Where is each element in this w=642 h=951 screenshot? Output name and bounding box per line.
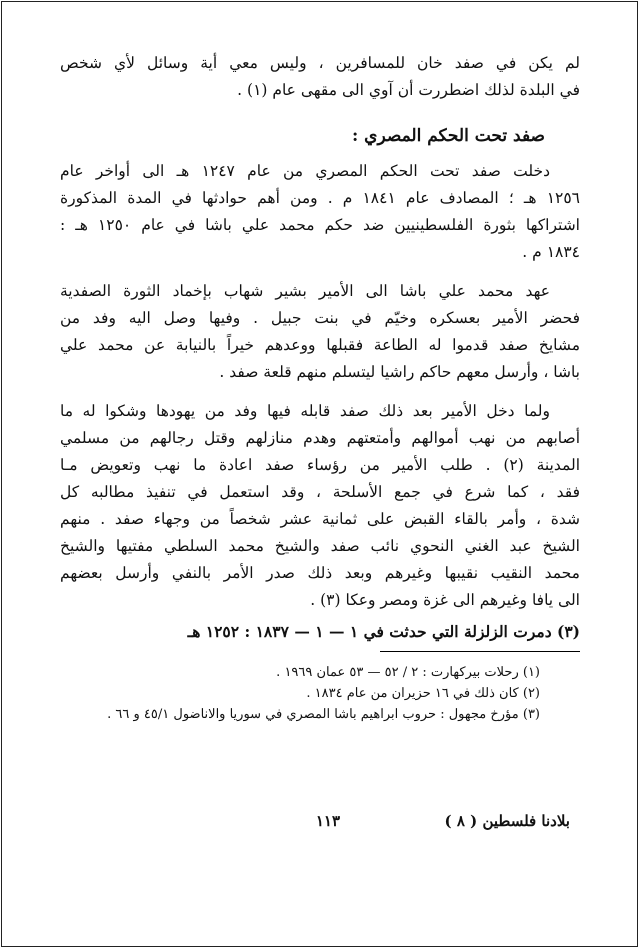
footnote-item: (٢) كان ذلك في ١٦ حزيران من عام ١٨٣٤ . <box>306 686 540 701</box>
text-line: (٣) دمرت الزلزلة التي حدثت في ١ — ١ — ١٨٣٧ : ١٢٥٢ هـ <box>187 622 580 641</box>
text-line: فقد ، كما شرع في جمع الأسلحة ، وقد استعمل في تنفيذ مطالبه كل <box>60 483 580 501</box>
page-number: ١١٣ <box>315 812 340 830</box>
text-line: اشتراكها بثورة الفلسطينيين ضد حكم محمد علي باشا في عام ١٢٥٠ هـ : <box>60 216 580 234</box>
book-title: بلادنا فلسطين ( ٨ ) <box>444 812 570 830</box>
text-line: الشيخ عبد الغني النحوي نائب صفد والشيخ محمد السلطي مفتيها والشيخ <box>60 537 580 555</box>
text-line: باشا ، وأرسل معهم حاكم راشيا ليتسلم منهم قلعة صفد . <box>219 363 580 381</box>
text-line: في البلدة لذلك اضطررت أن آوي الى مقهى عام (١) . <box>237 81 580 99</box>
text-line: شدة ، وأمر بالقاء القبض على ثمانية عشر شخصاً من وجهاء صفد . منهم <box>60 510 580 528</box>
text-line: فحضر الأمير بعسكره وخيّم في بنت جبيل . وفيها وصل اليه وفد من <box>60 309 580 327</box>
text-line: المدينة (٢) . طلب الأمير من رؤساء صفد اعادة ما نهب وتعويض مـا <box>60 456 580 474</box>
document-page <box>60 50 580 725</box>
footnote-item: (١) رحلات بيركهارت : ٢ / ٥٢ — ٥٣ عمان ١٩٦٩ . <box>276 665 540 680</box>
footnote-divider <box>380 651 580 652</box>
text-line: ١٨٣٤ م . <box>522 243 580 261</box>
text-line: ولما دخل الأمير بعد ذلك صفد قابله فيها وفد من يهودها وشكوا له ما <box>60 402 550 420</box>
paragraph-3 <box>60 398 580 614</box>
text-line: لم يكن في صفد خان للمسافرين ، وليس معي أية وسائل لأي شخص <box>60 54 580 72</box>
text-line: أصابهم من نهب أموالهم وأمتعتهم وهدم منازلهم وقتل رجالهم من مسلمي <box>60 429 580 447</box>
paragraph-4 <box>60 618 580 645</box>
footnotes <box>60 662 580 725</box>
text-line: مشايخ صفد قدموا له الطاعة فقبلها ووعدهم خيراً بالنيابة عن محمد علي <box>60 336 580 354</box>
text-line: محمد النقيب نقيبها وغيرهم وبعد ذلك صدر الأمر بالنفي وأرسل بعضهم <box>60 564 580 582</box>
section-heading: صفد تحت الحكم المصري : <box>351 126 545 146</box>
text-line: دخلت صفد تحت الحكم المصري من عام ١٢٤٧ هـ الى أواخر عام <box>60 162 550 180</box>
page-footer <box>70 812 570 840</box>
text-line: ١٢٥٦ هـ ؛ المصادف عام ١٨٤١ م . ومن أهم حوادثها في المدة المذكورة <box>60 189 580 207</box>
footnote-item: (٣) مؤرخ مجهول : حروب ابراهيم باشا المصري في سوريا والاناضول ٤٥/١ و ٦٦ . <box>107 707 540 722</box>
paragraph-1 <box>60 158 580 266</box>
text-line: عهد محمد علي باشا الى الأمير بشير شهاب بإخماد الثورة الصفدية <box>60 282 550 300</box>
paragraph-2 <box>60 278 580 386</box>
intro-paragraph <box>60 50 580 104</box>
text-line: الى يافا وغيرهم الى غزة ومصر وعكا (٣) . <box>310 591 580 609</box>
